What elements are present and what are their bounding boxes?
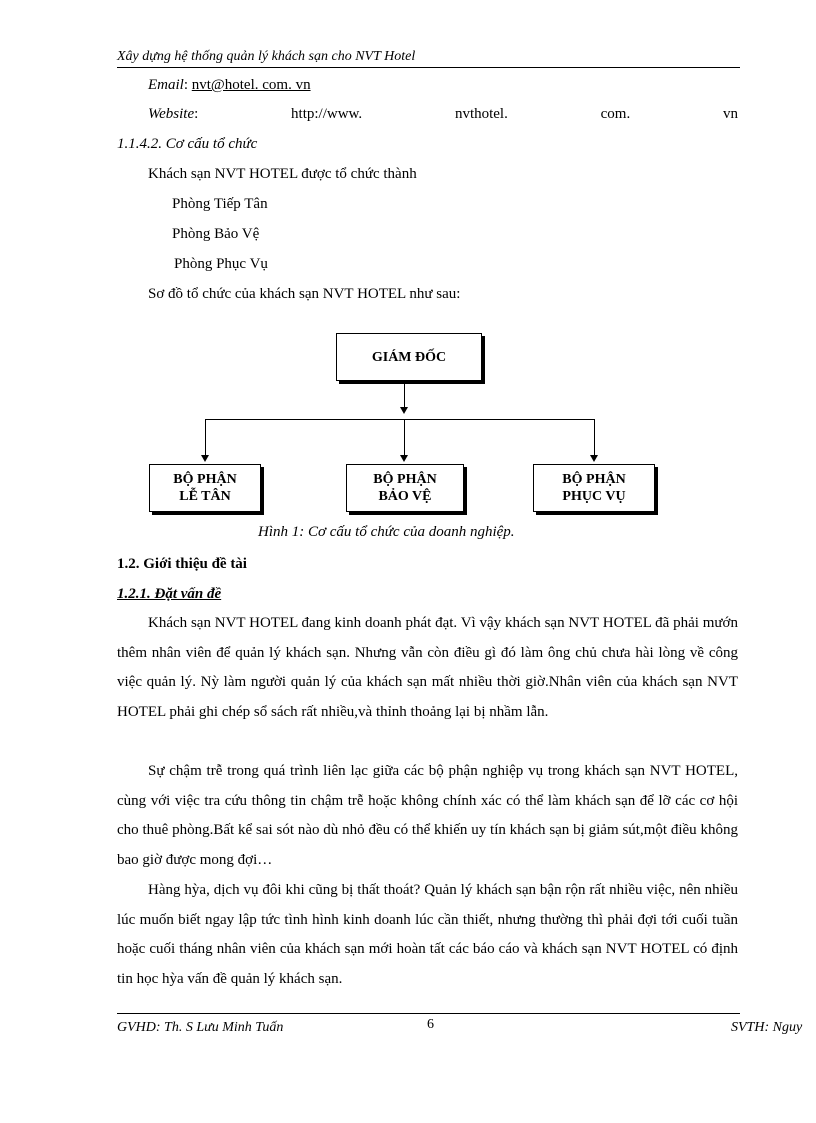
connector-horizontal [205,419,594,420]
footer-advisor: GVHD: Th. S Lưu Minh Tuấn [117,1020,284,1035]
org-box-line: LỄ TÂN [179,489,231,504]
org-box-reception [149,464,261,512]
connector-vertical [404,384,405,409]
section-heading-1-2: 1.2. Giới thiệu đề tài [117,556,247,572]
arrow-down-icon [400,455,408,462]
website-label: Website [148,106,195,122]
org-box-director-label: GIÁM ĐỐC [371,349,447,365]
website-part: http://www. [291,106,363,122]
org-box-security [346,464,464,512]
org-box-line: PHỤC VỤ [562,489,626,504]
department-item: Phòng Bảo Vệ [172,226,260,242]
arrow-down-icon [201,455,209,462]
arrow-down-icon [590,455,598,462]
website-part: com. [600,106,631,122]
footer-student: SVTH: Nguy [731,1020,803,1035]
chart-intro-text: Sơ đồ tổ chức của khách sạn NVT HOTEL như sau: [148,286,461,302]
org-box-service [533,464,655,512]
org-box-line: BỘ PHẬN [173,472,237,487]
org-intro-text: Khách sạn NVT HOTEL được tổ chức thành [148,166,417,182]
email-line [148,77,311,94]
website-line [148,106,738,123]
body-paragraph: Hàng hỳa, dịch vụ đôi khi cũng bị thất thoát? Quản lý khách sạn bận rộn rất nhiều việc, nên nhiều lúc muốn biết ngay lập tức tình hình kinh doanh lúc cần thiết, nhưng thường thì phải đợi tới cuối tuần hoặc cuối tháng nhân viên của khách sạn mới hoàn tất các báo cáo và khách sạn NVT HOTEL có định tin học hỳa vấn đề quản lý khách sạn. [117,882,738,987]
connector-vertical [404,419,405,456]
org-box-line: BỘ PHẬN [373,472,437,487]
website-separator: : [194,106,199,122]
page-number: 6 [427,1017,434,1032]
connector-vertical [205,419,206,456]
running-header-title: Xây dựng hệ thống quản lý khách sạn cho NVT Hotel [117,49,416,64]
email-label: Email [148,77,184,93]
department-item: Phòng Phục Vụ [174,256,268,272]
email-link[interactable]: nvt@hotel. com. vn [191,77,311,93]
footer-divider [117,1013,740,1014]
website-part: vn [722,106,738,122]
subsection-heading-1-2-1: 1.2.1. Đặt vấn đề [117,586,222,602]
arrow-down-icon [400,407,408,414]
org-box-line: BẢO VỆ [378,489,432,504]
header-divider [117,67,740,68]
body-paragraph: Sự chậm trễ trong quá trình liên lạc giữa các bộ phận nghiệp vụ trong khách sạn NVT HOTEL, cùng với việc tra cứu thông tin chậm trễ hoặc không chính xác có thể làm khách sạn để lỡ các cơ hội cho thuê phòng.Bất kể sai sót nào dù nhỏ đều có thể khiến uy tín khách sạn bị giảm sút,một điều không bao giờ được mong đợi… [117,763,738,868]
department-item: Phòng Tiếp Tân [172,196,268,212]
connector-vertical [594,419,595,456]
email-separator: : [183,77,192,93]
org-box-line: BỘ PHẬN [562,472,626,487]
website-part: nvthotel. [454,106,508,122]
body-paragraph: Khách sạn NVT HOTEL đang kinh doanh phát đạt. Vì vậy khách sạn NVT HOTEL đã phải mướn thêm nhân viên để quản lý khách sạn. Nhưng vẫn còn điều gì đó làm ông chủ chưa hài lòng về công việc quản lý. Nỳ làm người quản lý của khách sạn mất nhiều thời giờ.Nhân viên của khách sạn NVT HOTEL phải ghi chép sổ sách rất nhiều,và thỉnh thoảng lại bị nhầm lẫn. [117,615,738,720]
section-heading-1-1-4-2: 1.1.4.2. Cơ cấu tổ chức [117,136,258,152]
org-box-director [336,333,482,381]
figure-caption: Hình 1: Cơ cấu tổ chức của doanh nghiệp. [258,524,515,540]
